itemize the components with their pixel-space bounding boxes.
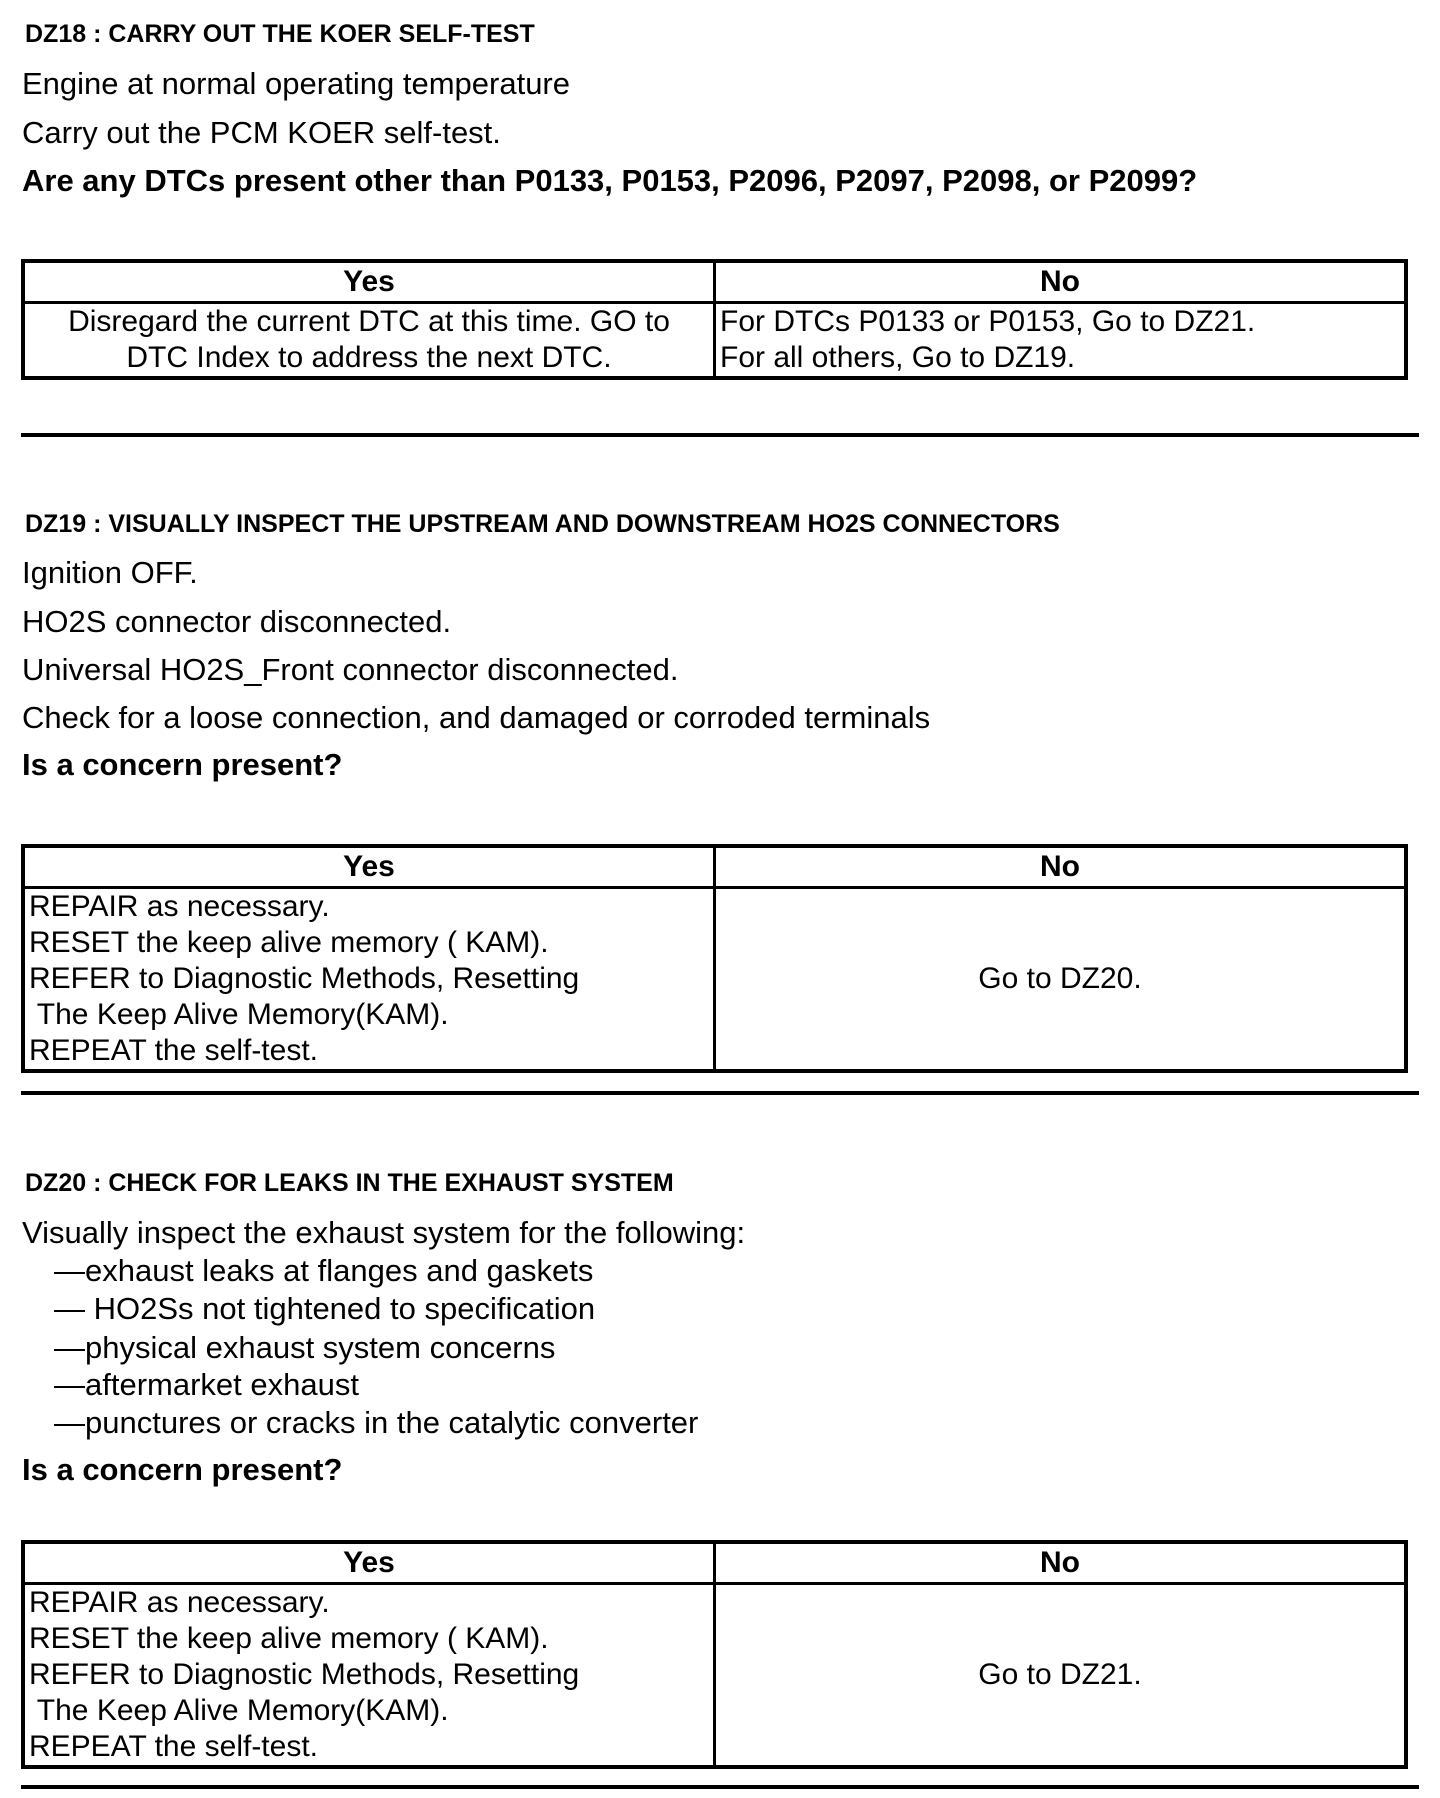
list-item: —punctures or cracks in the catalytic converter xyxy=(54,1405,699,1440)
no-cell xyxy=(715,303,1407,379)
no-cell: Go to DZ20. xyxy=(715,888,1407,1072)
step-line: Engine at normal operating temperature xyxy=(22,66,570,101)
step-question: Is a concern present? xyxy=(22,1452,343,1487)
cell-line: The Keep Alive Memory(KAM). xyxy=(29,1694,449,1727)
step-question: Are any DTCs present other than P0133, P0153, P2096, P2097, P2098, or P2099? xyxy=(22,163,1198,198)
no-header: No xyxy=(715,1542,1407,1584)
cell-line: DTC Index to address the next DTC. xyxy=(126,341,612,374)
no-header: No xyxy=(715,261,1407,303)
cell-line: For all others, Go to DZ19. xyxy=(720,341,1076,374)
cell-line: REPEAT the self-test. xyxy=(29,1034,318,1067)
result-table-dz18 xyxy=(21,259,1408,380)
cell-line: For DTCs P0133 or P0153, Go to DZ21. xyxy=(720,305,1256,338)
cell-line: REPAIR as necessary. xyxy=(29,890,330,923)
step-line: Check for a loose connection, and damaged or corroded terminals xyxy=(22,700,931,735)
yes-header: Yes xyxy=(23,261,715,303)
yes-header: Yes xyxy=(23,846,715,888)
yes-cell xyxy=(23,1584,715,1768)
step-line: HO2S connector disconnected. xyxy=(22,604,452,639)
yes-cell xyxy=(23,888,715,1072)
list-item: — HO2Ss not tightened to specification xyxy=(54,1291,596,1326)
step-line: Visually inspect the exhaust system for the following: xyxy=(22,1215,746,1250)
step-question: Is a concern present? xyxy=(22,747,343,782)
cell-line: RESET the keep alive memory ( KAM). xyxy=(29,1622,549,1655)
cell-line: The Keep Alive Memory(KAM). xyxy=(29,998,449,1031)
yes-header: Yes xyxy=(23,1542,715,1584)
cell-line: REPEAT the self-test. xyxy=(29,1730,318,1763)
no-header: No xyxy=(715,846,1407,888)
step-line: Universal HO2S_Front connector disconnected. xyxy=(22,652,679,687)
section-divider xyxy=(21,1091,1419,1095)
step-line: Carry out the PCM KOER self-test. xyxy=(22,115,501,150)
no-cell: Go to DZ21. xyxy=(715,1584,1407,1768)
cell-line: REFER to Diagnostic Methods, Resetting xyxy=(29,1658,580,1691)
section-divider xyxy=(21,1785,1419,1789)
cell-line: REFER to Diagnostic Methods, Resetting xyxy=(29,962,580,995)
cell-line: REPAIR as necessary. xyxy=(29,1586,330,1619)
cell-line: Disregard the current DTC at this time. GO to xyxy=(68,305,670,338)
step-heading-dz19: DZ19 : VISUALLY INSPECT THE UPSTREAM AND DOWNSTREAM HO2S CONNECTORS xyxy=(25,510,1060,538)
step-heading-dz18: DZ18 : CARRY OUT THE KOER SELF-TEST xyxy=(25,20,535,48)
list-item: —aftermarket exhaust xyxy=(54,1367,359,1402)
section-divider xyxy=(21,433,1419,437)
result-table-dz19 xyxy=(21,844,1408,1073)
step-heading-dz20: DZ20 : CHECK FOR LEAKS IN THE EXHAUST SYSTEM xyxy=(25,1169,674,1197)
list-item: —exhaust leaks at flanges and gaskets xyxy=(54,1253,594,1288)
list-item: —physical exhaust system concerns xyxy=(54,1330,556,1365)
cell-line: RESET the keep alive memory ( KAM). xyxy=(29,926,549,959)
step-line: Ignition OFF. xyxy=(22,555,198,590)
result-table-dz20 xyxy=(21,1540,1408,1769)
yes-cell xyxy=(23,303,715,379)
